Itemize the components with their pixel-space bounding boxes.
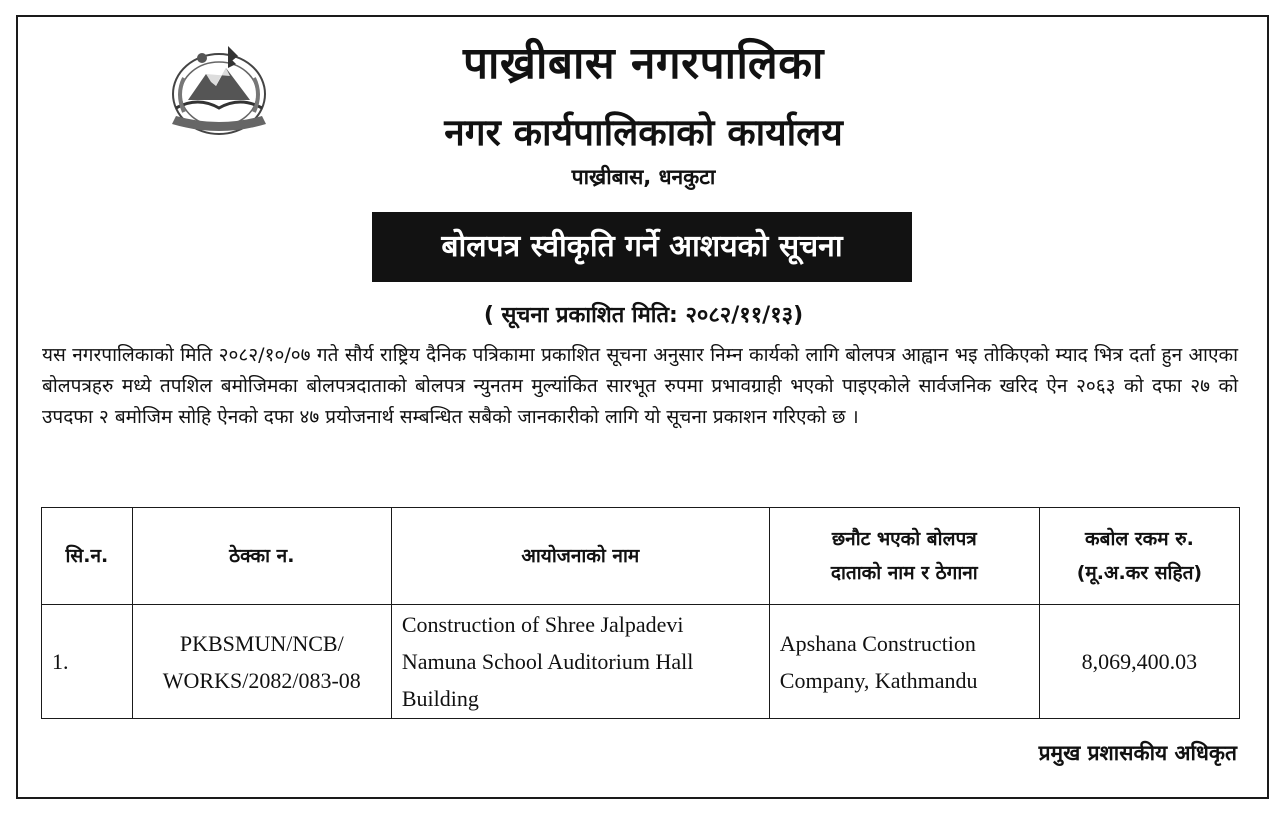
signatory-title: प्रमुख प्रशासकीय अधिकृत — [1038, 741, 1237, 765]
cell-sn: 1. — [42, 605, 133, 719]
published-date: ( सूचना प्रकाशित मिति: २०८२/११/१३) — [483, 303, 804, 328]
project-line2: Namuna School Auditorium Hall — [401, 649, 694, 674]
office-name: नगर कार्यपालिकाको कार्यालय — [444, 111, 843, 154]
contract-no-line2: WORKS/2082/083-08 — [162, 667, 361, 693]
project-line3: Building — [401, 686, 479, 711]
municipality-name: पाख्रीबास नगरपालिका — [463, 38, 824, 89]
bidder-line2: Company, Kathmandu — [779, 667, 978, 693]
header-bidder-line2: दाताको नाम र ठेगाना — [830, 562, 978, 584]
header-bidder-line1: छनौट भएको बोलपत्र — [831, 528, 977, 550]
table-row — [42, 605, 1240, 719]
header-sn: सि.न. — [42, 508, 133, 605]
project-line1: Construction of Shree Jalpadevi — [401, 612, 684, 637]
award-table — [41, 507, 1240, 719]
cell-amount: 8,069,400.03 — [1039, 605, 1239, 719]
notice-body: यस नगरपालिकाको मिति २०८२/१०/०७ गते सौर्य राष्ट्रिय दैनिक पत्रिकामा प्रकाशित सूचना अनुसार निम्न कार्यको लागि बोलपत्र आह्वान भइ तोकिएको म्याद भित्र दर्ता हुन आएका बोलपत्रहरु मध्ये तपशिल बमोजिमका बोलपत्रदाताको बोलपत्र न्युनतम मुल्यांकित सारभूत रुपमा प्रभावग्राही भएको पाइएकोले सार्वजनिक खरिद ऐन २०६३ को दफा २७ को उपदफा २ बमोजिम सोहि ऐनको दफा ४७ प्रयोजनार्थ सम्बन्धित सबैको जानकारीको लागि यो सूचना प्रकाशन गरिएको छ । — [42, 344, 1238, 428]
cell-project-name — [391, 605, 769, 719]
cell-bidder — [769, 605, 1039, 719]
table-header-row — [42, 508, 1240, 605]
header-amount-line2: (मू.अ.कर सहित) — [1076, 562, 1203, 584]
header-contract-no: ठेक्का न. — [132, 508, 391, 605]
header-amount-line1: कबोल रकम रु. — [1085, 528, 1194, 550]
bidder-line1: Apshana Construction — [779, 630, 976, 656]
cell-contract-no — [132, 605, 391, 719]
header-bidder — [769, 508, 1039, 605]
contract-no-line1: PKBSMUN/NCB/ — [179, 630, 344, 656]
header-amount — [1039, 508, 1239, 605]
office-address: पाख्रीबास, धनकुटा — [571, 165, 716, 189]
header-project-name: आयोजनाको नाम — [391, 508, 769, 605]
notice-title-banner: बोलपत्र स्वीकृति गर्ने आशयको सूचना — [372, 212, 912, 282]
